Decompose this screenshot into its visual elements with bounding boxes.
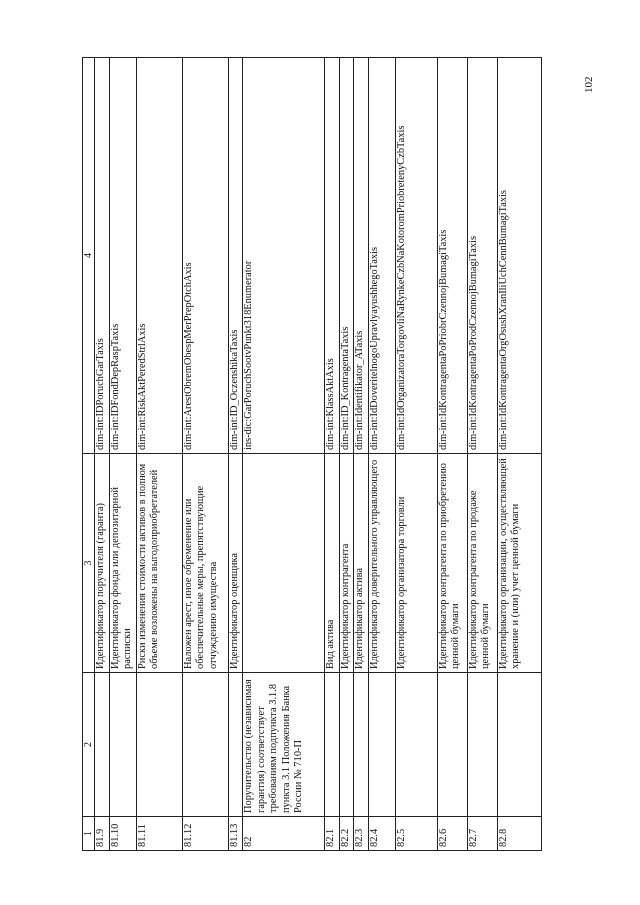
row-attribute: Идентификатор контрагента по приобретению ценной бумаги (437, 454, 467, 673)
row-indicator (95, 673, 110, 817)
table-row (354, 58, 369, 851)
row-number: 81.12 (182, 817, 228, 851)
row-code: dim-int:IdDoveritelnogoUpravlyayushhegoTaxis (368, 58, 395, 454)
row-attribute: Идентификатор организатора торговли (395, 454, 437, 673)
row-number: 81.9 (95, 817, 110, 851)
row-attribute: Идентификатор контрагента по продаже ценной бумаги (467, 454, 497, 673)
table-row (467, 58, 497, 851)
table-row (368, 58, 395, 851)
table-row (437, 58, 467, 851)
row-attribute: Идентификатор контрагента (339, 454, 354, 673)
row-indicator (354, 673, 369, 817)
row-number: 81.11 (136, 817, 182, 851)
table-row (325, 58, 340, 851)
table-row (182, 58, 228, 851)
table-row (339, 58, 354, 851)
header-cell-3: 3 (83, 454, 95, 673)
table-rotation-box (82, 58, 640, 851)
row-number: 82.6 (437, 817, 467, 851)
row-attribute: Идентификатор организации, осуществляющей хранение и (или) учет ценной бумаги (497, 454, 541, 673)
row-attribute: Идентификатор доверительного управляющего (368, 454, 395, 673)
table-row (109, 58, 136, 851)
row-indicator (339, 673, 354, 817)
row-attribute: Наложен арест, иное обременение или обеспечительные меры, препятствующие отчуждению имущества (182, 454, 228, 673)
row-attribute: Риски изменения стоимости активов в полном объеме возложены на выгодоприобретателей (136, 454, 182, 673)
row-attribute: Идентификатор актива (354, 454, 369, 673)
header-cell-2: 2 (83, 673, 95, 817)
row-attribute: Идентификатор поручителя (гаранта) (95, 454, 110, 673)
row-number: 82.5 (395, 817, 437, 851)
row-code: dim-int:ID_OczenshikaTaxis (228, 58, 243, 454)
row-code: dim-int:Identifikator_ATaxis (354, 58, 369, 454)
row-code: dim-int:IDFondDepRaspTaxis (109, 58, 136, 454)
row-code: dim-int:IdKontragentaOrgOsushXranIliUchCennBumagiTaxis (497, 58, 541, 454)
row-code: dim-int:IdKontragentaPoPriobrCzennojBumagiTaxis (437, 58, 467, 454)
row-indicator (437, 673, 467, 817)
row-number: 82 (243, 817, 325, 851)
row-code: dim-int:RiskAktPeredStrlAxis (136, 58, 182, 454)
row-indicator: Поручительство (независимая гарантия) соответствует требованиям подпункта 3.1.8 пункта 3.1 Положения Банка России № 710-П (243, 673, 325, 817)
page-number: 102 (583, 76, 595, 94)
row-attribute (243, 454, 325, 673)
attributes-table (82, 57, 542, 851)
row-indicator (182, 673, 228, 817)
row-code: dim-int:IdOrganizatoraTorgovliNaRynkeCzbNaKotoromPriobretenyCzbTaxis (395, 58, 437, 454)
row-code: dim-int:KlassAktAxis (325, 58, 340, 454)
row-indicator (109, 673, 136, 817)
row-code: dim-int:ID_KontragentaTaxis (339, 58, 354, 454)
table-row (95, 58, 110, 851)
table-frame (82, 58, 640, 851)
row-code: dim-int:IdKontragentaPoProdCzennojBumagiTaxis (467, 58, 497, 454)
table-row (497, 58, 541, 851)
row-number: 81.13 (228, 817, 243, 851)
row-indicator (136, 673, 182, 817)
row-attribute: Вид актива (325, 454, 340, 673)
table-row (136, 58, 182, 851)
row-number: 82.7 (467, 817, 497, 851)
table-row (395, 58, 437, 851)
row-code: ins-dic:GarPoruchSootvPunkt318Enumerator (243, 58, 325, 454)
row-indicator (325, 673, 340, 817)
row-indicator (395, 673, 437, 817)
row-number: 82.2 (339, 817, 354, 851)
row-number: 82.1 (325, 817, 340, 851)
row-attribute: Идентификатор фонда или депозитарной расписки (109, 454, 136, 673)
table-row (243, 58, 325, 851)
row-code: dim-int:ArestObremObespMerPrepOtchAxis (182, 58, 228, 454)
row-indicator (497, 673, 541, 817)
row-number: 82.4 (368, 817, 395, 851)
table-row (228, 58, 243, 851)
row-indicator (467, 673, 497, 817)
table-header-row (83, 58, 95, 851)
row-number: 82.8 (497, 817, 541, 851)
row-number: 82.3 (354, 817, 369, 851)
header-cell-1: 1 (83, 817, 95, 851)
row-attribute: Идентификатор оценщика (228, 454, 243, 673)
row-indicator (368, 673, 395, 817)
row-code: dim-int:IDPoruchGarTaxis (95, 58, 110, 454)
row-number: 81.10 (109, 817, 136, 851)
header-cell-4: 4 (83, 58, 95, 454)
row-indicator (228, 673, 243, 817)
